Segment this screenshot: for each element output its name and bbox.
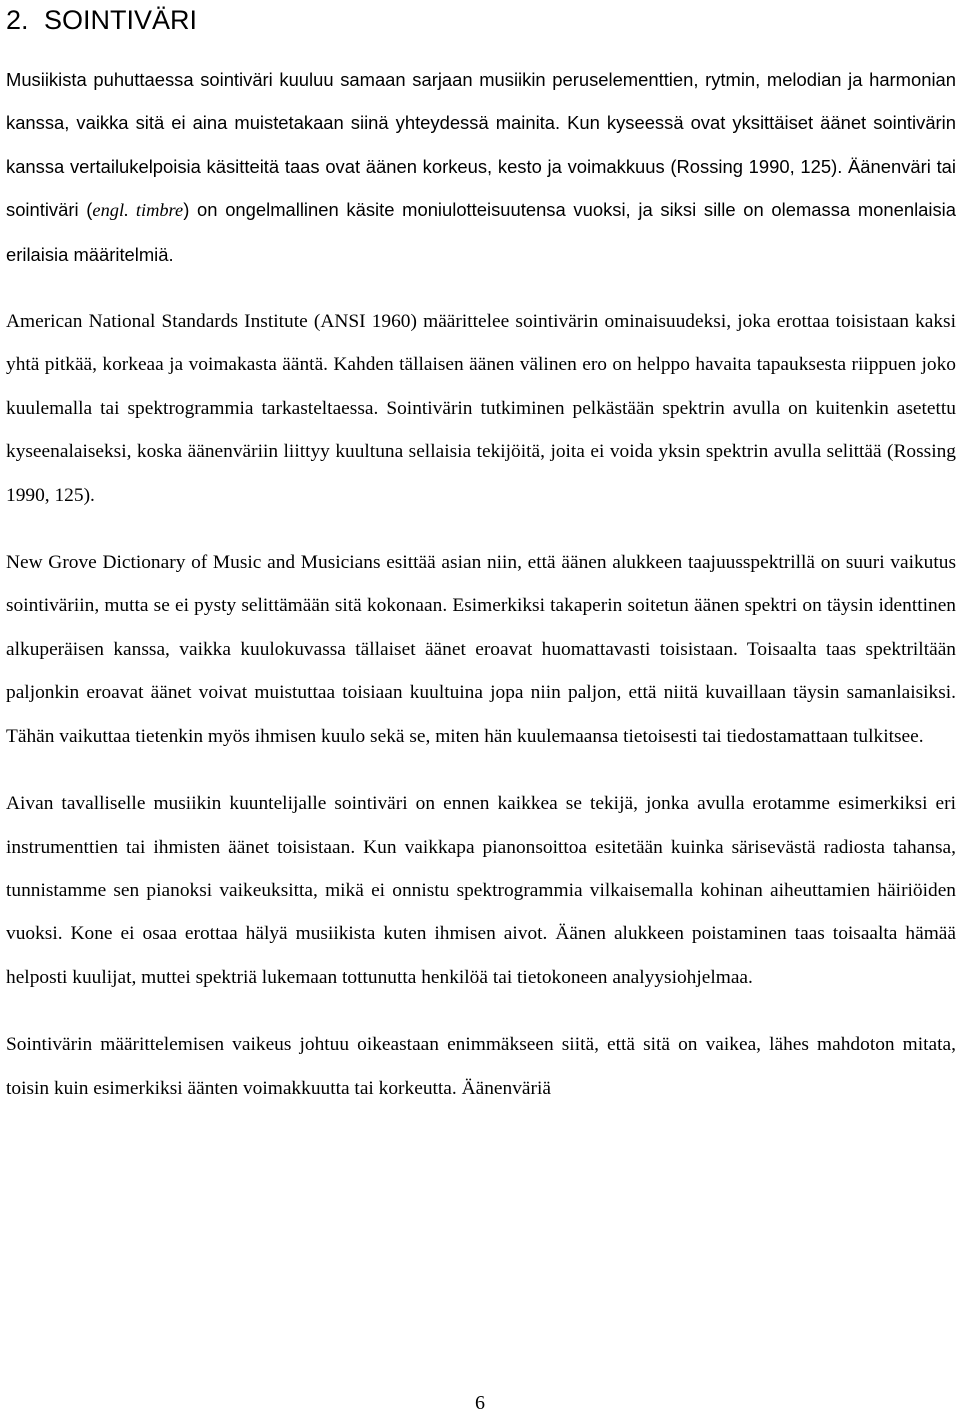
paragraph-1 [6, 58, 956, 276]
paragraph-1-italic-term: engl. timbre [92, 200, 184, 221]
section-number: 2. [6, 5, 29, 35]
document-page [6, 0, 956, 1110]
paragraph-1-text-b: ) on ongelmallinen käsite moniulotteisuutensa vuoksi, ja siksi sille on olemassa monenlaisia erilaisia määritelmiä. [6, 199, 956, 265]
section-heading [6, 0, 956, 36]
paragraph-4: Aivan tavalliselle musiikin kuuntelijalle sointiväri on ennen kaikkea se tekijä, jonka avulla erotamme esimerkiksi eri instrumenttien tai ihmisten äänet toisistaan. Kun vaikkapa pianonsoittoa esitetään kuinka särisevästä radiosta tahansa, tunnistamme sen pianoksi vaikeuksitta, mikä ei onnistu spektrogrammia vilkaisemalla kohinan aiheuttamien häiriöiden vuoksi. Kone ei osaa erottaa hälyä musiikista kuten ihmisen aivot. Äänen alukkeen poistaminen taas toisaalta hämää helposti kuulijat, muttei spektriä lukemaan tottunutta henkilöä tai tietokoneen analyysiohjelmaa. [6, 793, 956, 988]
paragraph-5: Sointivärin määrittelemisen vaikeus johtuu oikeastaan enimmäkseen siitä, että sitä on vaikea, lähes mahdoton mitata, toisin kuin esimerkiksi äänten voimakkuutta tai korkeutta. Äänenväriä [6, 1034, 956, 1099]
paragraph-1-text-a: Musiikista puhuttaessa sointiväri kuuluu samaan sarjaan musiikin peruselementtien, rytmin, melodian ja harmonian kanssa, vaikka sitä ei aina muistetakaan siinä yhteydessä mainita. Kun kyseessä ovat yksittäiset äänet sointivärin kanssa vertailukelpoisia käsitteitä taas ovat äänen korkeus, kesto ja voimakkuus (Rossing 1990, 125). Äänenväri tai sointiväri ( [6, 69, 956, 221]
section-title: SOINTIVÄRI [44, 5, 198, 35]
paragraph-3: New Grove Dictionary of Music and Musicians esittää asian niin, että äänen alukkeen taajuusspektrillä on suuri vaikutus sointiväriin, mutta se ei pysty selittämään sitä kokonaan. Esimerkiksi takaperin soitetun äänen spektri on täysin identtinen alkuperäisen kanssa, vaikka kuulokuvassa tällaiset äänet eroavat huomattavasti toisistaan. Toisaalta taas spektriltään paljonkin eroavat äänet voivat muistuttaa toisiaan kuultuina jopa niin paljon, että niitä kuvaillaan täysin samanlaisiksi. Tähän vaikuttaa tietenkin myös ihmisen kuulo sekä se, miten hän kuulemaansa tietoisesti tai tiedostamattaan tulkitsee. [6, 552, 956, 747]
paragraph-2: American National Standards Institute (ANSI 1960) määrittelee sointivärin ominaisuudeksi, joka erottaa toisistaan kaksi yhtä pitkää, korkeaa ja voimakasta ääntä. Kahden tällaisen äänen välinen ero on helppo havaita tapauksesta riippuen joko kuulemalla tai spektrogrammia tarkasteltaessa. Sointivärin tutkiminen pelkästään spektrin avulla on kuitenkin asetettu kyseenalaiseksi, koska äänenväriin liittyy kuultuna sellaisia tekijöitä, joita ei voida yksin spektrin avulla selittää (Rossing 1990, 125). [6, 311, 956, 506]
page-number: 6 [475, 1392, 485, 1414]
